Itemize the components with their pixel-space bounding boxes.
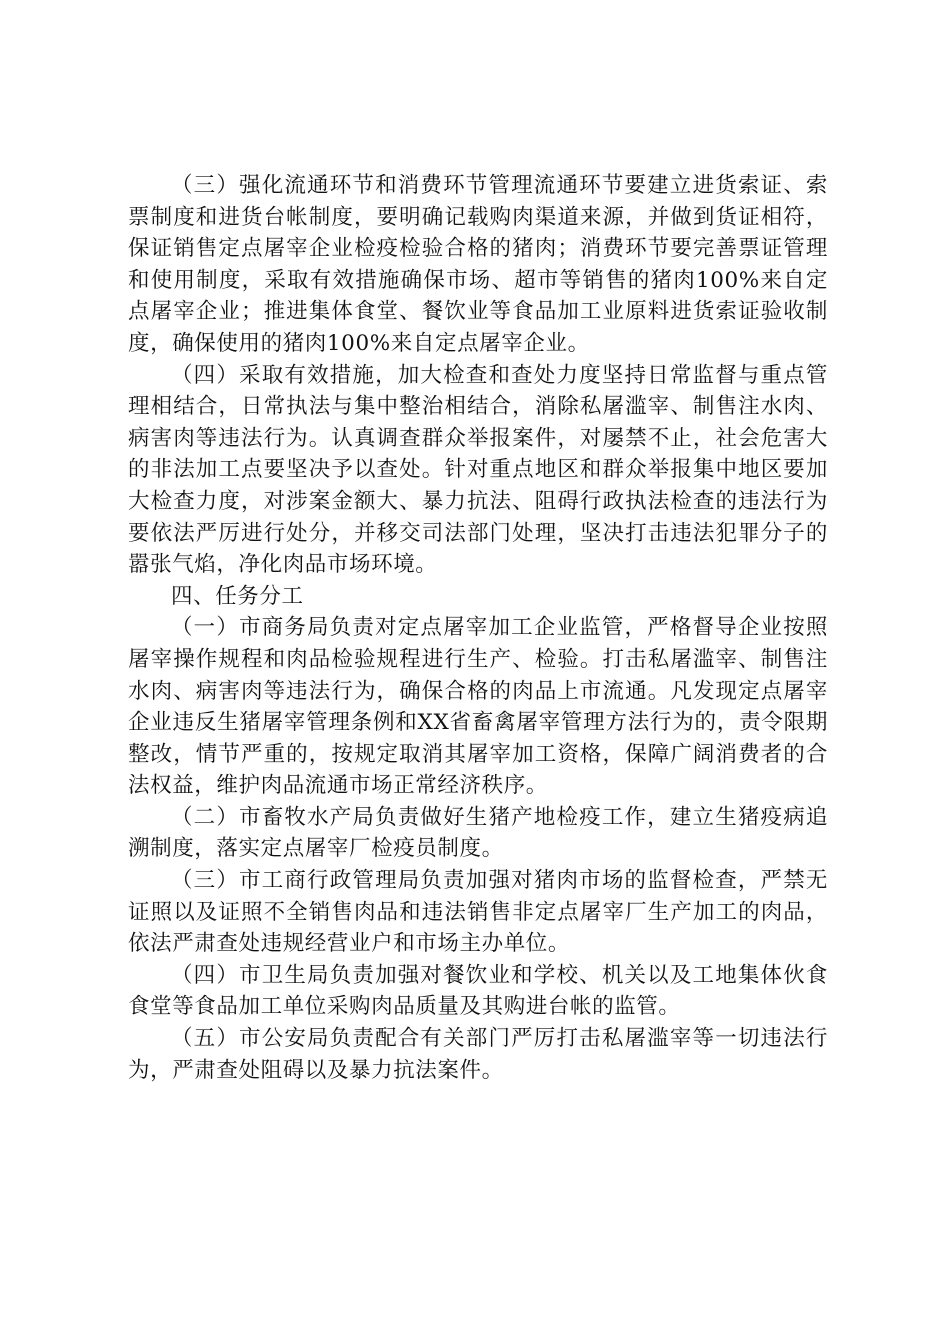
paragraph-health-bureau: （四）市卫生局负责加强对餐饮业和学校、机关以及工地集体伙食食堂等食品加工单位采购肉品质量及其购进台帐的监管。 [128,962,828,1020]
paragraph-inspection-enforcement: （四）采取有效措施，加大检查和查处力度坚持日常监督与重点管理相结合，日常执法与集中整治相结合，消除私屠滥宰、制售注水肉、病害肉等违法行为。认真调查群众举报案件，对屡禁不止，社会危害大的非法加工点要坚决予以查处。针对重点地区和群众举报集中地区要加大检查力度，对涉案金额大、暴力抗法、阻碍行政执法检查的违法行为要依法严厉进行处分，并移交司法部门处理，坚决打击违法犯罪分子的嚣张气焰，净化肉品市场环境。 [128,362,828,578]
paragraph-industry-commerce-bureau: （三）市工商行政管理局负责加强对猪肉市场的监督检查，严禁无证照以及证照不全销售肉品和违法销售非定点屠宰厂生产加工的肉品，依法严肃查处违规经营业户和市场主办单位。 [128,868,828,957]
paragraph-public-security-bureau: （五）市公安局负责配合有关部门严厉打击私屠滥宰等一切违法行为，严肃查处阻碍以及暴力抗法案件。 [128,1026,828,1083]
paragraph-circulation-consumption: （三）强化流通环节和消费环节管理流通环节要建立进货索证、索票制度和进货台帐制度，要明确记载购肉渠道来源，并做到货证相符，保证销售定点屠宰企业检疫检验合格的猪肉；消费环节要完善票证管理和使用制度，采取有效措施确保市场、超市等销售的猪肉100%来自定点屠宰企业；推进集体食堂、餐饮业等食品加工业原料进货索证验收制度，确保使用的猪肉100%来自定点屠宰企业。 [128,173,828,356]
paragraph-commerce-bureau: （一）市商务局负责对定点屠宰加工企业监管，严格督导企业按照屠宰操作规程和肉品检验规程进行生产、检验。打击私屠滥宰、制售注水肉、病害肉等违法行为，确保合格的肉品上市流通。凡发现定点屠宰企业违反生猪屠宰管理条例和XX省畜禽屠宰管理方法行为的，责令限期整改，情节严重的，按规定取消其屠宰加工资格，保障广阔消费者的合法权益，维护肉品流通市场正常经济秩序。 [128,615,828,799]
section-heading-task-division: 四、任务分工 [171,583,304,609]
paragraph-livestock-bureau: （二）市畜牧水产局负责做好生猪产地检疫工作，建立生猪疫病追溯制度，落实定点屠宰厂检疫员制度。 [128,804,828,862]
document-body [128,170,828,1086]
